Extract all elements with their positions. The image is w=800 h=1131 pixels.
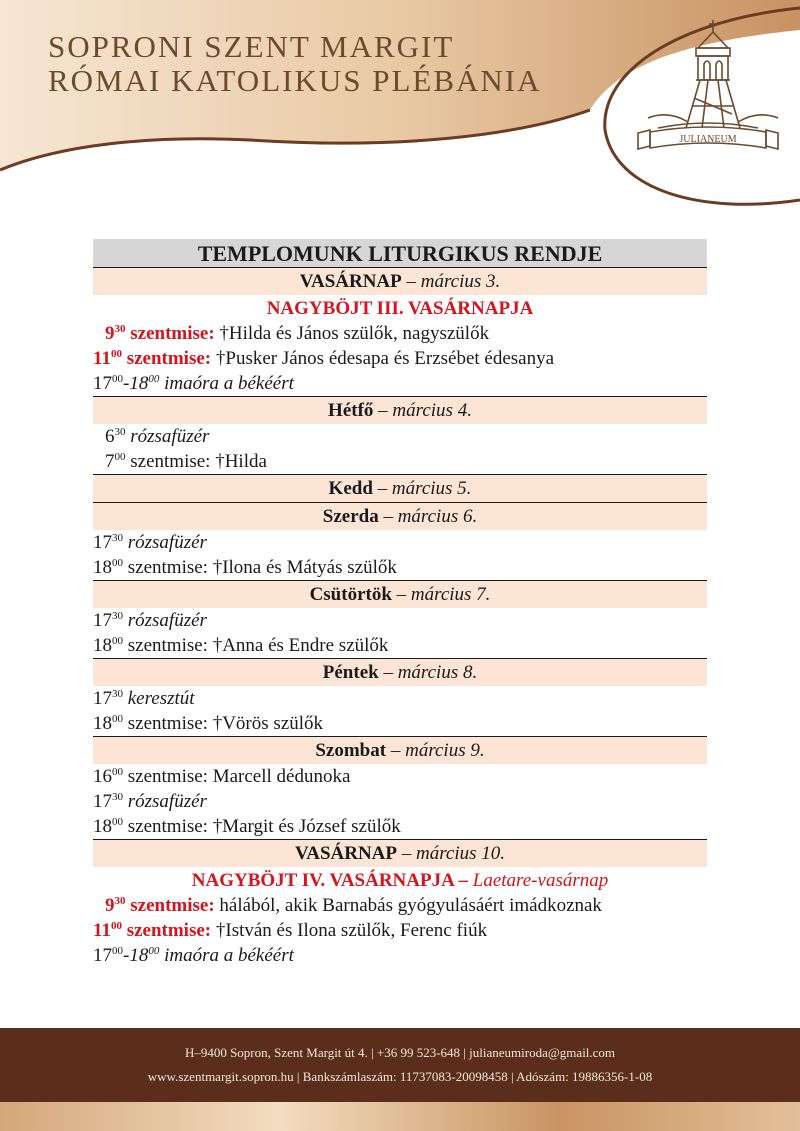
time-hour: 11 xyxy=(93,920,111,941)
schedule-entry xyxy=(93,555,707,580)
day-header xyxy=(93,268,707,295)
entry-text: rózsafüzér xyxy=(127,532,207,553)
parish-title xyxy=(48,30,542,98)
entry-label: szentmise: xyxy=(126,348,212,369)
time-end xyxy=(129,945,159,966)
schedule-entry xyxy=(93,608,707,633)
time-minute: 30 xyxy=(114,895,126,907)
schedule-entry xyxy=(93,424,707,449)
entry-text: †István és Ilona szülők, Ferenc fiúk xyxy=(215,920,488,941)
day-header xyxy=(93,474,707,502)
entry-text: keresztút xyxy=(127,688,195,709)
day-name: Csütörtök xyxy=(309,584,392,605)
schedule-entry xyxy=(93,711,707,736)
entry-text: szentmise: †Anna és Endre szülők xyxy=(127,635,389,656)
time-minute: 30 xyxy=(112,532,123,544)
entry-time xyxy=(105,449,126,475)
time-minute: 30 xyxy=(112,791,123,803)
day-date: – március 10. xyxy=(401,843,506,864)
entry-time xyxy=(93,789,123,815)
entry-time xyxy=(105,321,126,347)
entry-text: szentmise: †Hilda xyxy=(130,451,267,472)
parish-title-line1: SOPRONI SZENT MARGIT xyxy=(48,29,455,64)
schedule-entry xyxy=(93,764,707,789)
time-hour: 17 xyxy=(93,688,112,709)
logo-text: JULIANEUM xyxy=(679,134,737,145)
entry-time xyxy=(93,686,123,712)
schedule-title: TEMPLOMUNK LITURGIKUS RENDJE xyxy=(93,239,707,268)
entry-label: szentmise: xyxy=(130,323,215,344)
liturgy-schedule xyxy=(93,239,707,968)
schedule-entry xyxy=(93,943,707,968)
entry-time xyxy=(93,711,123,737)
schedule-entry xyxy=(93,371,707,396)
time-hour: 17 xyxy=(93,945,112,966)
time-hour: 9 xyxy=(105,895,115,916)
day-header xyxy=(93,396,707,424)
schedule-entry xyxy=(93,530,707,555)
entry-time xyxy=(93,633,123,659)
schedule-entry xyxy=(93,321,707,346)
time-hour: 18 xyxy=(93,557,112,578)
entry-time xyxy=(93,530,123,556)
feast-name: NAGYBÖJT III. VASÁRNAPJA xyxy=(266,298,534,319)
day-header xyxy=(93,658,707,686)
entry-text: †Hilda és János szülők, nagyszülők xyxy=(219,323,490,344)
time-hour: 17 xyxy=(93,610,112,631)
schedule-entry xyxy=(93,893,707,918)
entry-text: rózsafüzér xyxy=(130,426,210,447)
time-minute: 30 xyxy=(114,426,126,438)
feast-title xyxy=(93,867,707,893)
footer-address-line: H–9400 Sopron, Szent Margit út 4. | +36 99 523-648 | julianeumiroda@gmail.com xyxy=(184,1045,616,1060)
entry-time xyxy=(93,346,122,372)
day-date: – március 5. xyxy=(377,478,472,499)
parish-title-line2: RÓMAI KATOLIKUS PLÉBÁNIA xyxy=(48,63,542,98)
day-header xyxy=(93,502,707,530)
day-date: – március 3. xyxy=(406,271,501,292)
schedule-entry xyxy=(93,686,707,711)
entry-time: $17^{00}-18^{00}$ xyxy=(93,373,160,394)
entry-text: imaóra a békéért xyxy=(164,945,294,966)
day-header xyxy=(93,736,707,764)
time-minute: 00 xyxy=(112,816,123,828)
time-end xyxy=(129,373,159,394)
entry-time xyxy=(93,814,123,840)
day-date: – március 7. xyxy=(396,584,491,605)
schedule-entry xyxy=(93,449,707,474)
day-date: – március 4. xyxy=(378,400,472,421)
time-minute: 00 xyxy=(110,920,122,932)
day-date: – március 6. xyxy=(383,506,478,527)
time-minute: 00 xyxy=(112,766,123,778)
time-hour: 17 xyxy=(93,532,112,553)
time-minute: 30 xyxy=(112,688,123,700)
day-header xyxy=(93,839,707,867)
entry-text: rózsafüzér xyxy=(127,791,207,812)
time-hour: 17 xyxy=(93,373,112,394)
day-header xyxy=(93,580,707,608)
footer-bank-line: www.szentmargit.sopron.hu | Bankszámlaszám: 11737083-20098458 | Adószám: 19886356-1-08 xyxy=(147,1069,653,1084)
day-name: VASÁRNAP xyxy=(294,843,398,864)
day-name: Hétfő xyxy=(328,400,374,421)
time-minute: 00 xyxy=(112,635,123,647)
time-hour: 11 xyxy=(93,348,111,369)
entry-text: †Pusker János édesapa és Erzsébet édesanya xyxy=(215,348,555,369)
entry-text: imaóra a békéért xyxy=(164,373,294,394)
schedule-entry xyxy=(93,633,707,658)
entry-time xyxy=(93,608,123,634)
footer xyxy=(0,1028,800,1102)
entry-time xyxy=(93,764,123,790)
schedule-entry xyxy=(93,814,707,839)
time-hour: 9 xyxy=(105,323,115,344)
time-end-minute: 00 xyxy=(148,945,160,957)
day-name: Szombat xyxy=(315,740,387,761)
entry-time xyxy=(93,918,122,944)
feast-name: NAGYBÖJT IV. VASÁRNAPJA – xyxy=(191,870,469,891)
entry-text: szentmise: Marcell dédunoka xyxy=(127,766,351,787)
feast-title xyxy=(93,295,707,321)
entry-time xyxy=(105,424,126,450)
feast-subtitle: Laetare-vasárnap xyxy=(472,870,609,891)
bottom-decoration xyxy=(0,1102,800,1131)
julianeum-logo xyxy=(628,18,788,168)
day-date: – március 8. xyxy=(383,662,478,683)
schedule-entry xyxy=(93,346,707,371)
entry-text: szentmise: †Ilona és Mátyás szülők xyxy=(127,557,397,578)
time-end-minute: 00 xyxy=(148,373,160,385)
schedule-entry xyxy=(93,918,707,943)
time-end-hour: 18 xyxy=(129,373,149,394)
entry-text: szentmise: †Vörös szülők xyxy=(127,713,324,734)
time-minute: 00 xyxy=(110,348,122,360)
day-name: Péntek xyxy=(322,662,379,683)
entry-text: hálából, akik Barnabás gyógyulásáért imádkoznak xyxy=(219,895,602,916)
entry-time: $17^{00}-18^{00}$ xyxy=(93,945,160,966)
time-hour: 18 xyxy=(93,713,112,734)
day-name: Szerda xyxy=(322,506,379,527)
time-hour: 18 xyxy=(93,816,112,837)
entry-text: rózsafüzér xyxy=(127,610,207,631)
schedule-entry xyxy=(93,789,707,814)
entry-time xyxy=(105,893,126,919)
day-name: VASÁRNAP xyxy=(299,271,402,292)
time-minute: 00 xyxy=(112,373,123,385)
time-minute: 00 xyxy=(112,945,123,957)
entry-text: szentmise: †Margit és József szülők xyxy=(127,816,401,837)
time-minute: 30 xyxy=(114,323,126,335)
entry-time xyxy=(93,555,123,581)
time-hour: 16 xyxy=(93,766,112,787)
time-minute: 00 xyxy=(114,451,126,463)
time-hour: 6 xyxy=(105,426,115,447)
time-minute: 00 xyxy=(112,557,123,569)
time-hour: 17 xyxy=(93,791,112,812)
day-name: Kedd xyxy=(328,478,373,499)
entry-label: szentmise: xyxy=(130,895,215,916)
time-end-hour: 18 xyxy=(129,945,149,966)
time-hour: 7 xyxy=(105,451,115,472)
day-date: – március 9. xyxy=(390,740,485,761)
time-minute: 30 xyxy=(112,610,123,622)
time-hour: 18 xyxy=(93,635,112,656)
time-minute: 00 xyxy=(112,713,123,725)
entry-label: szentmise: xyxy=(126,920,212,941)
